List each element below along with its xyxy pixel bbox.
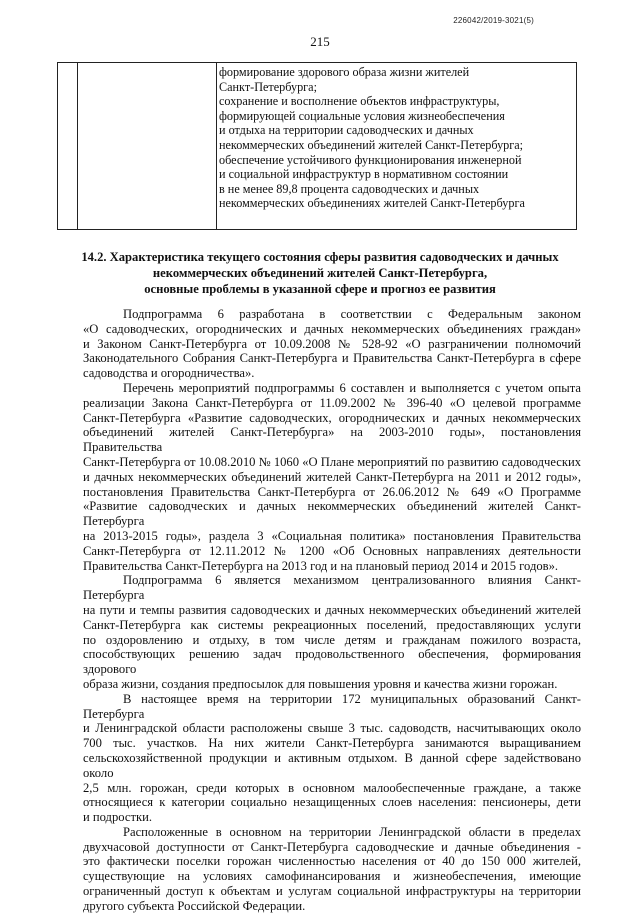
table-line: Санкт-Петербурга; xyxy=(219,79,317,94)
paragraph-line: 2,5 млн. горожан, среди которых в основном малообеспеченные граждане, а также xyxy=(83,780,581,795)
paragraph-line: постановления Правительства Санкт-Петербурга от 26.06.2012 № 649 «О Программе xyxy=(83,484,581,499)
paragraph-line: объединений жителей Санкт-Петербурга» на 2003-2010 годы», постановления Правительства xyxy=(83,425,581,455)
paragraph-line: Подпрограмма 6 является механизмом централизованного влияния Санкт-Петербурга xyxy=(83,573,581,603)
paragraph-line: способствующих решению задач продовольственного обеспечения, формирования здорового xyxy=(83,647,581,677)
document-code: 226042/2019-3021(5) xyxy=(453,16,534,25)
heading-line: некоммерческих объединений жителей Санкт-Петербурга, xyxy=(152,266,488,280)
paragraph xyxy=(83,573,581,691)
paragraph-line: Санкт-Петербурга как системы рекреационных поселений, предоставляющих услуги xyxy=(83,617,581,632)
paragraph-line: это фактически поселки горожан численностью населения от 40 до 150 000 жителей, xyxy=(83,854,581,869)
paragraph-line: образа жизни, создания предпосылок для повышения уровня и качества жизни горожан. xyxy=(83,676,558,691)
page-number: 215 xyxy=(310,34,330,49)
paragraph-line: двухчасовой доступности от Санкт-Петербурга садоводческие и дачные объединения - xyxy=(83,839,581,854)
continuation-table xyxy=(57,62,577,230)
paragraph xyxy=(83,307,581,381)
section-heading xyxy=(40,249,600,297)
paragraph-line: В настоящее время на территории 172 муниципальных образований Санкт-Петербурга xyxy=(83,691,581,721)
table-line: формирующей социальные условия жизнеобеспечения xyxy=(219,108,505,123)
paragraph-line: существующие на условиях самофинансирования и жизнеобеспечения, имеющие xyxy=(83,869,581,884)
table-column-divider xyxy=(77,63,78,229)
table-line: формирование здорового образа жизни жителей xyxy=(219,65,470,79)
paragraph-line: другого субъекта Российской Федерации. xyxy=(83,898,306,913)
paragraph-line: на 2013-2015 годы», раздела 3 «Социальная политика» постановления Правительства xyxy=(83,528,581,543)
paragraph-line: Подпрограмма 6 разработана в соответствии с Федеральным законом xyxy=(123,307,581,321)
paragraph-line: и Законом Санкт-Петербурга от 10.09.2008 № 528-92 «О разграничении полномочий xyxy=(83,336,581,351)
table-line: в не менее 89,8 процента садоводческих и дачных xyxy=(219,181,480,196)
table-line: сохранение и восполнение объектов инфраструктуры, xyxy=(219,94,500,109)
table-column-divider xyxy=(216,63,217,229)
paragraph-line: «Развитие садоводческих и дачных некоммерческих объединений жителей Санкт-Петербурга xyxy=(83,499,581,529)
paragraph-line: Санкт-Петербурга «Развитие садоводческих, огороднических и дачных некоммерческих xyxy=(83,410,581,425)
paragraph-line: 700 тыс. участков. На них жители Санкт-Петербурга занимаются выращиванием xyxy=(83,736,581,751)
table-line: некоммерческих объединениях жителей Санкт-Петербурга xyxy=(219,196,525,211)
paragraph-line: Санкт-Петербурга от 10.08.2010 № 1060 «О Плане мероприятий по развитию садоводческих xyxy=(83,454,581,469)
body-text xyxy=(83,307,581,914)
paragraph-line: Расположенные в основном на территории Ленинградской области в пределах xyxy=(123,824,581,839)
paragraph-line: Законодательного Собрания Санкт-Петербурга и Правительства Санкт-Петербурга в сфере xyxy=(83,351,581,366)
paragraph-line: и Ленинградской области расположены свыше 3 тыс. садоводств, насчитывающих около xyxy=(83,721,581,736)
heading-line: основные проблемы в указанной сфере и прогноз ее развития xyxy=(144,282,496,296)
paragraph-line: садоводства и огородничества». xyxy=(83,366,255,381)
paragraph xyxy=(83,692,581,825)
paragraph-line: и дачных некоммерческих объединений жителей Санкт-Петербурга на 2011 и 2012 годы», xyxy=(83,469,581,484)
paragraph-line: относящиеся к категории социально незащищенных слоев населения: пенсионеры, дети xyxy=(83,795,581,810)
paragraph-line: «О садоводческих, огороднических и дачных некоммерческих объединениях граждан» xyxy=(83,321,581,336)
paragraph-line: Правительства Санкт-Петербурга на 2013 год и на плановый период 2014 и 2015 годов». xyxy=(83,558,559,573)
paragraph xyxy=(83,825,581,914)
paragraph-line: ограниченный доступ к объектам и услугам социальной инфраструктуры на территории xyxy=(83,884,581,899)
paragraph-line: Санкт-Петербурга от 12.11.2012 № 1200 «Об Основных направлениях деятельности xyxy=(83,543,581,558)
paragraph-line: реализации Закона Санкт-Петербурга от 11.09.2002 № 396-40 «О целевой программе xyxy=(83,395,581,410)
table-line: и отдыха на территории садоводческих и дачных xyxy=(219,123,474,138)
paragraph-line: по оздоровлению и отдыху, в том числе детям и гражданам пожилого возраста, xyxy=(83,632,581,647)
table-line: и социальной инфраструктур в нормативном состоянии xyxy=(219,167,509,182)
table-cell-goals xyxy=(219,65,579,211)
table-line: обеспечение устойчивого функционирования инженерной xyxy=(219,152,522,167)
paragraph-line: и подростки. xyxy=(83,810,152,825)
paragraph-line: сельскохозяйственной продукции и активным отдыхом. В данной сфере задействовано около xyxy=(83,750,581,780)
table-line: некоммерческих объединений жителей Санкт-Петербурга; xyxy=(219,137,524,152)
paragraph xyxy=(83,381,581,573)
heading-line: 14.2. Характеристика текущего состояния сферы развития садоводческих и дачных xyxy=(81,250,559,264)
paragraph-line: Перечень мероприятий подпрограммы 6 составлен и выполняется с учетом опыта xyxy=(123,380,581,395)
paragraph-line: на пути и темпы развития садоводческих и дачных некоммерческих объединений жителей xyxy=(83,602,581,617)
